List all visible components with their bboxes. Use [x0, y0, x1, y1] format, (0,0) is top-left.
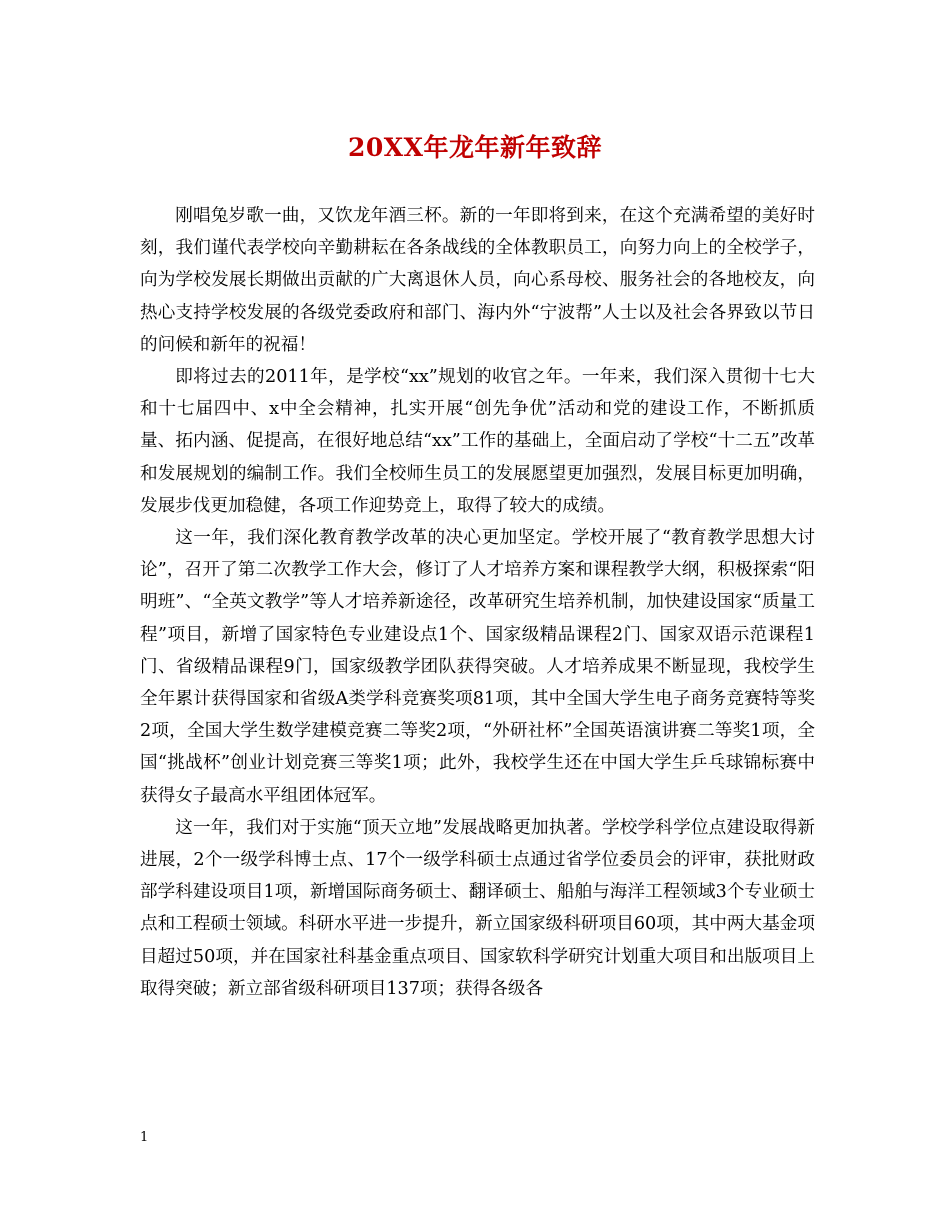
- paragraph-teaching-reform: 这一年，我们深化教育教学改革的决心更加坚定。学校开展了“教育教学思想大讨论”，召开了第二次教学工作大会，修订了人才培养方案和课程教学大纲，积极探索“阳明班”、“全英文教学”等人才培养新途径，改革研究生培养机制，加快建设国家“质量工程”项目，新增了国家特色专业建设点1个、国家级精品课程2门、国家双语示范课程1门、省级精品课程9门，国家级教学团队获得突破。人才培养成果不断显现，我校学生全年累计获得国家和省级A类学科竞赛奖项81项，其中全国大学生电子商务竞赛特等奖2项，全国大学生数学建模竞赛二等奖2项，“外研社杯”全国英语演讲赛二等奖1项，全国“挑战杯”创业计划竞赛三等奖1项；此外，我校学生还在中国大学生乒乓球锦标赛中获得女子最高水平组团体冠军。: [140, 528, 815, 806]
- paragraph-2011-review: 即将过去的2011年，是学校“xx”规划的收官之年。一年来，我们深入贯彻十七大和十七届四中、x中全会精神，扎实开展“创先争优”活动和党的建设工作，不断抓质量、拓内涵、促提高，在很好地总结“xx”工作的基础上，全面启动了学校“十二五”改革和发展规划的编制工作。我们全校师生员工的发展愿望更加强烈，发展目标更加明确，发展步伐更加稳健，各项工作迎势竞上，取得了较大的成绩。: [140, 367, 815, 516]
- document-body: [140, 200, 815, 1005]
- paragraph-research-strategy: 这一年，我们对于实施“顶天立地”发展战略更加执著。学校学科学位点建设取得新进展，2个一级学科博士点、17个一级学科硕士点通过省学位委员会的评审，获批财政部学科建设项目1项，新增国际商务硕士、翻译硕士、船舶与海洋工程领域3个专业硕士点和工程硕士领域。科研水平进一步提升，新立国家级科研项目60项，其中两大基金项目超过50项，并在国家社科基金重点项目、国家软科学研究计划重大项目和出版项目上取得突破；新立部省级科研项目137项；获得各级各: [140, 817, 815, 999]
- document-title: 20XX年龙年新年致辞: [347, 133, 603, 162]
- paragraph-greeting: 刚唱兔岁歌一曲，又饮龙年酒三杯。新的一年即将到来，在这个充满希望的美好时刻，我们谨代表学校向辛勤耕耘在各条战线的全体教职员工，向努力向上的全校学子，向为学校发展长期做出贡献的广大离退休人员，向心系母校、服务社会的各地校友，向热心支持学校发展的各级党委政府和部门、海内外“宁波帮”人士以及社会各界致以节日的问候和新年的祝福！: [140, 206, 815, 355]
- page-number: 1: [140, 1130, 149, 1145]
